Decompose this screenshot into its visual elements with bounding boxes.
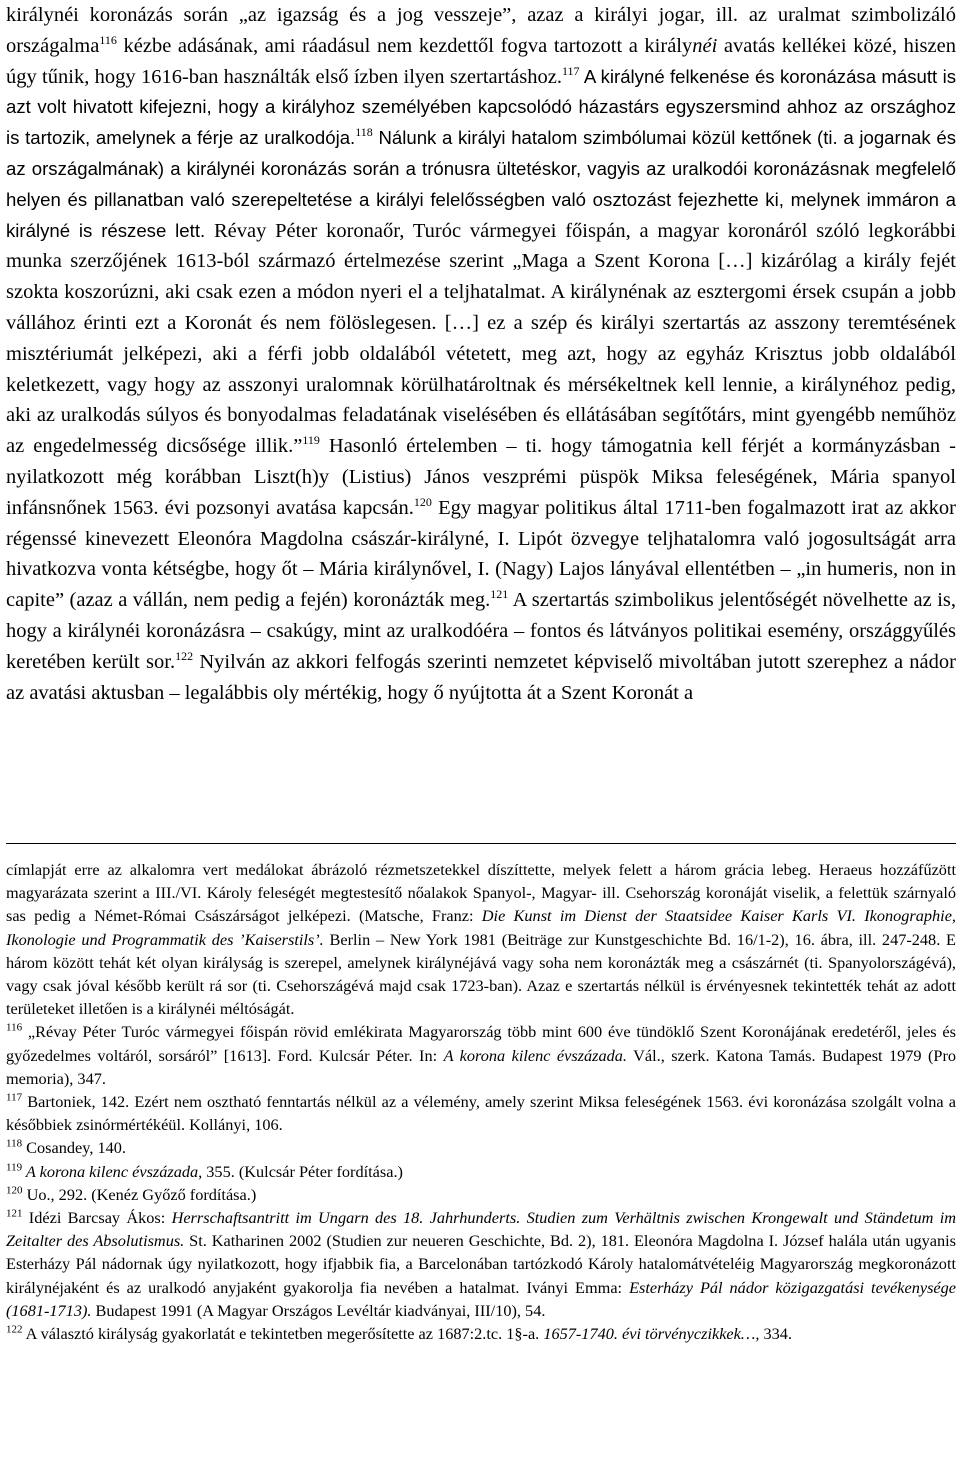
main-sentence: Nálunk a királyi hatalom szimbólumai közül kettőnek (ti. a jogarnak és az országalmának) a királynéi koronázás során a trónusra ültetéskor, vagyis az uralkodói koronázásnak megfelelő helyen és pillanatban való szerepeltetése a királyi felelősségben való osztozást fejezhette ki, melynek immáron a királyné is részese lett.	[6, 127, 956, 241]
main-sentence: A szertartás szimbolikus jelentőségét növelhette az is, hogy a királynéi koronázásra – csakúgy, mint az uralkodóéra – fontos és látványos politikai esemény, országgyűlés keretében került sor.	[6, 589, 956, 673]
footnote-ref-117[interactable]: 117	[561, 63, 580, 78]
footnote-122: $^{122}$ A választó királyság gyakorlatát e tekintetben megerősítette az 1687:2.tc. 1§-a. 1657-1740. évi törvényczikkek…, 334.	[6, 1323, 792, 1344]
main-emphasis: néi	[692, 34, 718, 57]
footnote-number: 121	[6, 1207, 23, 1220]
footnote-118: $^{118}$ Cosandey, 140.	[6, 1138, 126, 1158]
footnote-number: 122	[6, 1323, 23, 1336]
main-sentence: avatás kellékei közé, hiszen úgy tűnik, hogy 1616-ban használták első ízben ilyen szertartáshoz.	[6, 34, 956, 88]
footnote-divider	[6, 843, 956, 844]
main-sentence: Hasonló értelemben – ti. hogy támogatnia kell férjét a kormányzásban - nyilatkozott még korábban Liszt(h)y (Listius) János veszprémi püspök Miksa feleségének, Mária spanyol infánsnőnek 1563. évi pozsonyi avatása kapcsán.	[6, 435, 956, 519]
footnote-number: 118	[6, 1138, 23, 1151]
footnote-ref-121[interactable]: 121	[490, 587, 509, 602]
footnote-number: 120	[6, 1184, 23, 1197]
footnote-116: $^{116}$ „Révay Péter Turóc vármegyei főispán rövid emlékirata Magyarország több mint 600 éve tündöklő Szent Koronájának eredetéről, jeles és győzedelmes voltáról, sorsáról” [1613]. Ford. Kulcsár Péter. In: A korona kilenc évszázada. Vál., szerk. Katona Tamás. Budapest 1979 (Pro memoria), 347.	[6, 1022, 957, 1088]
main-sentence: Révay Péter koronaőr, Turóc vármegyei főispán, a magyar koronáról szóló legkorábbi munka szerzőjének 1613-ból származó értelmezése szerint „Maga a Szent Korona […] kizárólag a király fejét szokta koszorúzni, aki csak ezen a módon nyeri el a teljhatalmat. A királynénak az esztergomi érsek csupán a jobb vállához érinti ezt a Koronát és nem fölöslegesen. […] ez a szép és királyi szertartás az asszony teremtésének misztériumát jelképezi, aki a férfi jobb oldalából vétetett, meg azt, hogy az egyház Krisztus jobb oldalából keletkezett, vagy hogy az asszonyi uralomnak körülhatároltnak és mérsékeltnek kell lennie, a királynéhoz pedig, aki az uralkodás súlyos és bonyodalmas feladatának viselésében és ellátásában segítőtárs, mint gyengébb neműhöz az engedelmesség dicsősége illik.”	[6, 219, 956, 458]
main-sentence: kézbe adásának, ami ráadásul nem kezdettől fogva tartozott a király	[116, 34, 693, 57]
main-sentence: királynéi koronázás során „az igazság és a jog vesszeje”, azaz a királyi jogar, ill. az uralmat szimbolizáló országalma	[6, 4, 956, 57]
footnote-ref-122[interactable]: 122	[175, 648, 194, 663]
footnote-ref-120[interactable]: 120	[413, 494, 432, 509]
footnote-ref-116[interactable]: 116	[99, 32, 117, 47]
footnote-120: $^{120}$ Uo., 292. (Kenéz Győző fordítása.)	[6, 1184, 257, 1204]
main-text	[6, 0, 956, 708]
main-sentence: Egy magyar politikus által 1711-ben fogalmazott irat az akkor régenssé kinevezett Eleonóra Magdolna császár-királyné, I. Lipót özvegye teljhatalomra való jogosultságát arra hivatkozva vonta kétségbe, hogy őt – Mária királynővel, I. (Nagy) Lajos lányával ellentétben – „in humeris, non in capite” (azaz a vállán, nem pedig a fején) koronázták meg.	[6, 496, 956, 612]
main-sentence: A királyné felkenése és koronázása másutt is azt volt hivatott kifejezni, hogy a királyhoz személyében kapcsolódó házastárs egyszersmind ahhoz az országhoz is tartozik, amelynek a férje az uralkodója.	[6, 65, 956, 149]
main-sentence: Nyilván az akkori felfogás szerinti nemzetet képviselő mivoltában jutott szerephez a nádor az avatási aktusban – legalábbis oly mértékig, hogy ő nyújtotta át a Szent Koronát a	[6, 650, 956, 704]
footnote-121: $^{121}$ Idézi Barcsay Ákos: Herrschaftsantritt im Ungarn des 18. Jahrhunderts. Studien zum Verhältnis zwischen Krongewalt und Ständetum im Zeitalter des Absolutismus. St. Katharinen 2002 (Studien zur neueren Geschichte, Bd. 2), 181. Eleonóra Magdolna I. József halála után ugyanis Esterházy Pál nádornak úgy nyilatkozott, hogy ifjabbik fia, a Barcelonában tartózkodó Károly hatalomátvételéig Magyarország megkoronázott királynéjaként és az uralkodó anyjaként gyakorolja fia nevében a hatalmat. Iványi Emma: Esterházy Pál nádor közigazgatási tevékenysége (1681-1713). Budapest 1991 (A Magyar Országos Levéltár kiadványai, III/10), 54.	[6, 1207, 957, 1320]
footnote-number: 117	[6, 1091, 23, 1104]
footnote-ref-119[interactable]: 119	[302, 433, 320, 448]
footnote-119: $^{119}$ A korona kilenc évszázada, 355. (Kulcsár Péter fordítása.)	[6, 1161, 403, 1181]
footnotes	[6, 858, 956, 1345]
footnote-number: 116	[6, 1022, 23, 1034]
footnote-ref-118[interactable]: 118	[355, 125, 373, 140]
footnote-number: 119	[6, 1161, 23, 1174]
footnote-continuation: címlapját erre az alkalomra vert medálokat ábrázoló rézmetszetekkel díszíttette, melyek felett a három grácia lebeg. Heraeus hozzáfűzött magyarázata szerint a III./VI. Károly feleségét megtestesítő nőalakok Spanyol-, Magyar- ill. Csehország koronáját viselik, a felettük szárnyaló sas pedig a Német-Római Császárságot jelképezi. (Matsche, Franz: Die Kunst im Dienst der Staatsidee Kaiser Karls VI. Ikonographie, Ikonologie und Programmatik des ’Kaiserstils’. Berlin – New York 1981 (Beiträge zur Kunstgeschichte Bd. 16/1-2), 16. ábra, ill. 247-248. E három között tehát két olyan királyság is szerepel, amelynek királynéjává vagy soha nem koronázták meg a császárnét (ti. Spanyolországévá), vagy csak jóval később került rá sor (ti. Csehországévá majd csak 1723-ban). Azaz e szertartás nélkül is érvényesnek tekintették tehát az adott területeket illetően is a királynéi méltóságát.	[6, 860, 956, 1019]
footnote-117: $^{117}$ Bartoniek, 142. Ezért nem osztható fenntartás nélkül az a vélemény, amely szerint Miksa feleségének 1563. évi koronázása szolgált volna a későbbiek zsinórmértékéül. Kollányi, 106.	[6, 1091, 956, 1135]
